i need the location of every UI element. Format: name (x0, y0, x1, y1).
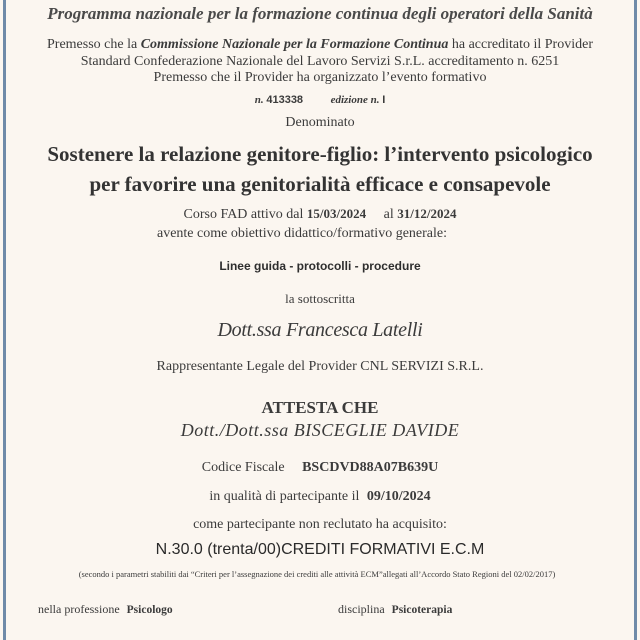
premise-line-1 (0, 37, 640, 53)
edition-label: edizione n. (330, 94, 380, 106)
profession-line (38, 602, 173, 617)
commission-name: Commissione Nazionale per la Formazione Continua (140, 37, 449, 52)
participation-label: in qualità di partecipante il (209, 489, 360, 504)
fiscal-code-label: Codice Fiscale (201, 460, 285, 475)
attestation-heading: ATTESTA CHE (261, 398, 379, 417)
start-date: 15/03/2024 (306, 206, 367, 221)
course-dates-line (0, 206, 640, 223)
programme-heading: Programma nazionale per la formazione continua degli operatori della Sanità (47, 4, 593, 23)
credits-value: N.30.0 (trenta/00)CREDITI FORMATIVI E.C.M (155, 541, 485, 558)
discipline-label: disciplina (338, 602, 385, 616)
end-date: 31/12/2024 (397, 206, 457, 221)
event-number-label: n. (254, 94, 264, 106)
participation-date: 09/10/2024 (366, 489, 431, 504)
acquired-label: come partecipante non reclutato ha acquisito: (193, 517, 447, 532)
signatory-intro: la sottoscritta (285, 291, 355, 306)
course-label: Corso FAD attivo dal (183, 207, 304, 222)
discipline-line (338, 602, 452, 617)
participation-line (0, 489, 640, 505)
profession-value: Psicologo (126, 604, 173, 616)
discipline-value: Psicoterapia (391, 604, 453, 616)
objective-label: avente come obiettivo didattico/formativo generale: (156, 226, 447, 241)
objective-value: Linee guida - protocolli - procedure (219, 259, 421, 273)
event-number-line (0, 94, 640, 106)
to-label: al (383, 207, 394, 222)
premise-line-2: Standard Confederazione Nazionale del Lavoro Servizi S.r.L. accreditamento n. 6251 (80, 54, 560, 69)
fiscal-code-value: BSCDVD88A07B639U (302, 460, 439, 475)
signatory-name: Dott.ssa Francesca Latelli (217, 319, 423, 341)
participant-name: Dott./Dott.ssa BISCEGLIE DAVIDE (180, 420, 460, 440)
edition-value: I (382, 94, 386, 106)
premise-1-prefix: Premesso che la (47, 37, 141, 52)
event-number-value: 413338 (266, 94, 304, 106)
signatory-role: Rappresentante Legale del Provider CNL SERVIZI S.R.L. (156, 359, 484, 374)
denominated-label: Denominato (285, 115, 355, 130)
event-title-line-1: Sostenere la relazione genitore-figlio: l’intervento psicologico (47, 142, 593, 166)
credits-note: (secondo i parametri stabiliti dai “Criteri per l’assegnazione dei crediti alle attività ECM”allegati all’Accordo Stato Regioni del 02/02/2017) (78, 569, 556, 579)
premise-1-suffix: ha accreditato il Provider (448, 37, 593, 52)
premise-line-3: Premesso che il Provider ha organizzato l’evento formativo (153, 70, 487, 85)
event-title-line-2: per favorire una genitorialità efficace e consapevole (89, 172, 551, 196)
fiscal-code-line (0, 460, 640, 476)
profession-label: nella professione (38, 602, 120, 616)
